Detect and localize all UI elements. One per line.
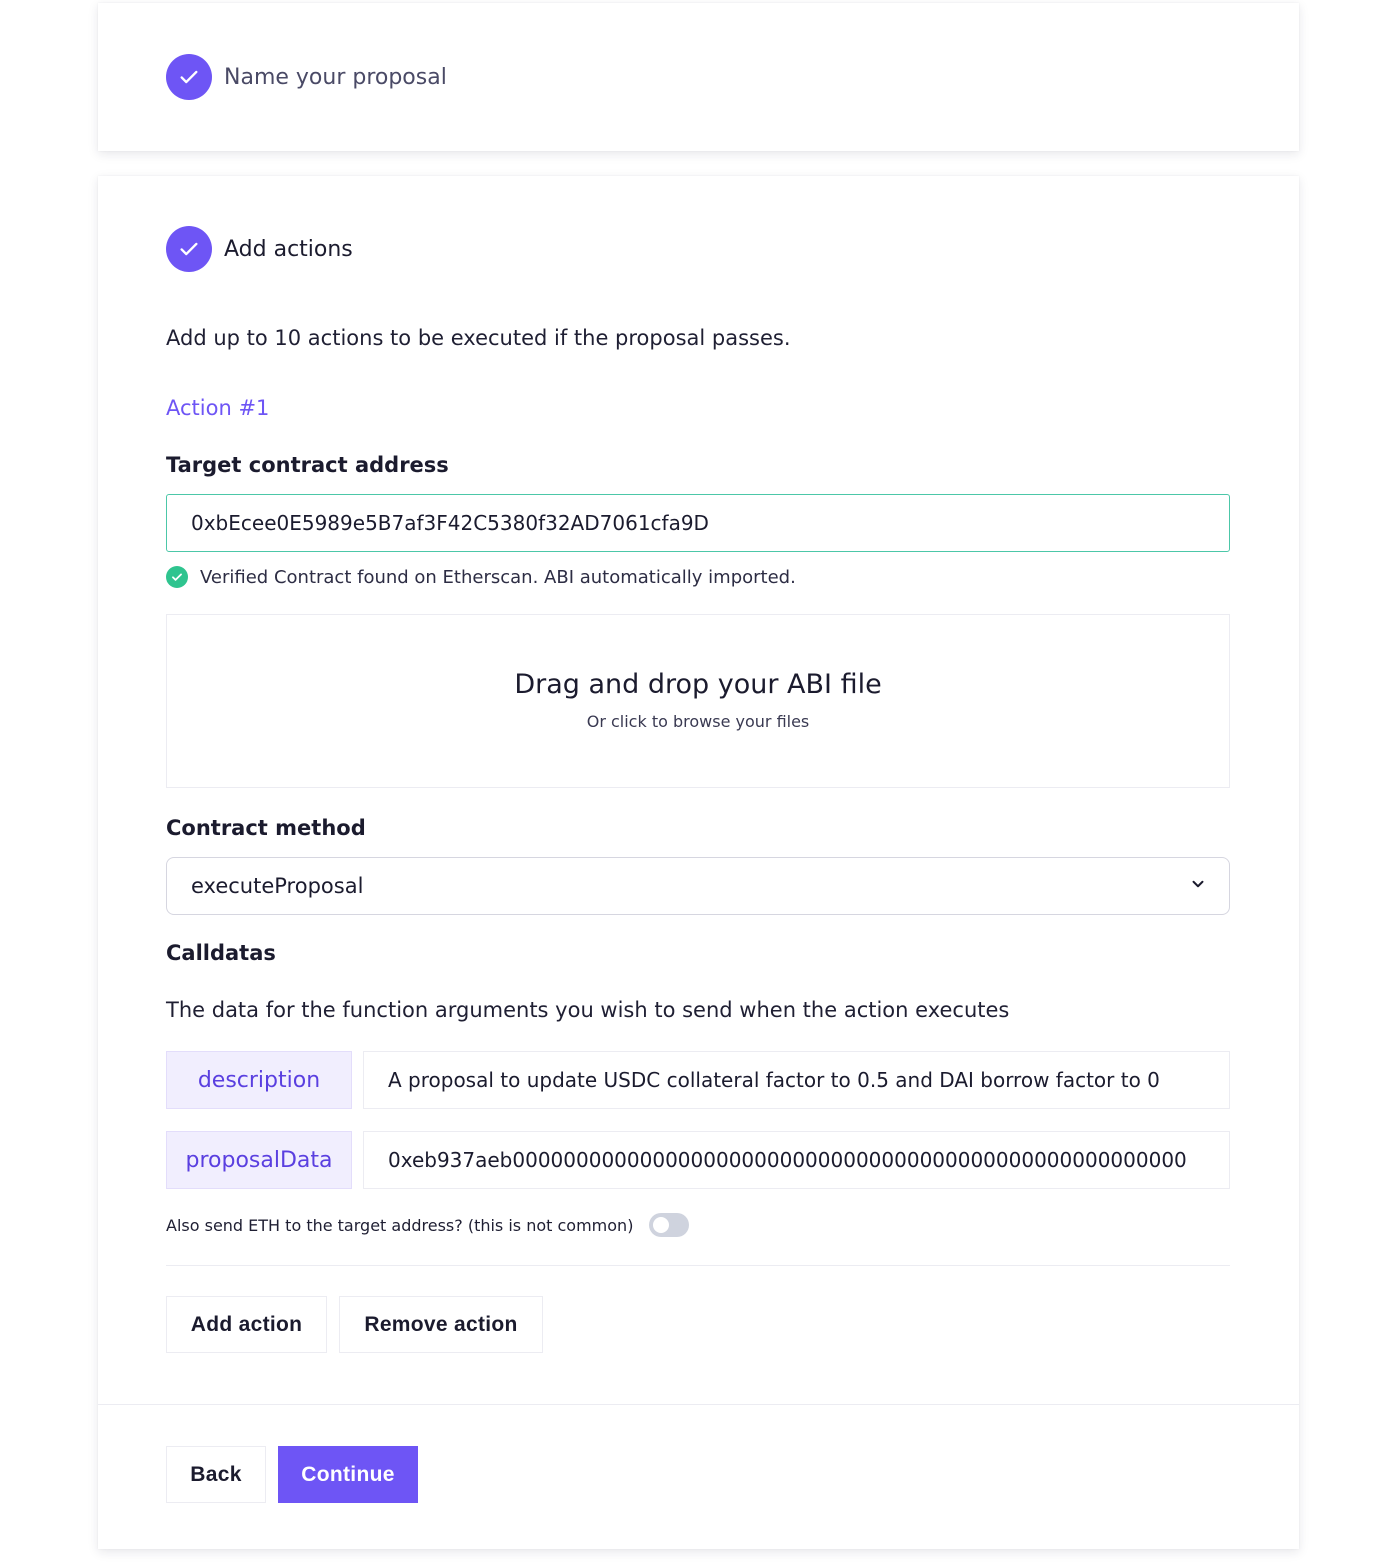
action-heading: Action #1 bbox=[166, 396, 270, 420]
add-action-button[interactable]: Add action bbox=[166, 1296, 327, 1353]
step-card-actions bbox=[98, 176, 1299, 1549]
check-icon bbox=[166, 54, 212, 100]
target-address-input[interactable] bbox=[166, 494, 1230, 552]
calldatas-label: Calldatas bbox=[166, 941, 276, 965]
dropzone-title: Drag and drop your ABI file bbox=[514, 669, 882, 700]
chevron-down-icon bbox=[1189, 874, 1207, 898]
calldata-key: proposalData bbox=[166, 1131, 352, 1189]
step-card-name bbox=[98, 3, 1299, 151]
abi-dropzone[interactable] bbox=[166, 614, 1230, 788]
send-eth-row bbox=[166, 1213, 689, 1237]
step-name-proposal[interactable] bbox=[166, 54, 447, 100]
verified-text: Verified Contract found on Etherscan. ABI automatically imported. bbox=[200, 566, 796, 588]
calldatas-description: The data for the function arguments you wish to send when the action executes bbox=[166, 998, 1010, 1022]
calldata-row bbox=[166, 1131, 1230, 1189]
toggle-knob bbox=[653, 1217, 669, 1233]
send-eth-toggle[interactable] bbox=[649, 1213, 689, 1237]
calldata-key: description bbox=[166, 1051, 352, 1109]
send-eth-label: Also send ETH to the target address? (this is not common) bbox=[166, 1215, 634, 1235]
back-button[interactable]: Back bbox=[166, 1446, 266, 1503]
divider bbox=[166, 1265, 1230, 1266]
contract-method-select[interactable] bbox=[166, 857, 1230, 915]
target-address-label: Target contract address bbox=[166, 453, 449, 477]
footer-divider bbox=[98, 1404, 1299, 1405]
check-icon bbox=[166, 226, 212, 272]
calldata-value-input[interactable] bbox=[363, 1051, 1230, 1109]
step-title: Add actions bbox=[224, 236, 353, 262]
step-add-actions bbox=[166, 226, 353, 272]
check-circle-icon bbox=[166, 566, 188, 588]
verified-message bbox=[166, 566, 796, 588]
step-title: Name your proposal bbox=[224, 64, 447, 90]
intro-text: Add up to 10 actions to be executed if the proposal passes. bbox=[166, 326, 791, 350]
remove-action-button[interactable]: Remove action bbox=[339, 1296, 543, 1353]
continue-button[interactable]: Continue bbox=[278, 1446, 418, 1503]
contract-method-label: Contract method bbox=[166, 816, 366, 840]
calldata-value-input[interactable] bbox=[363, 1131, 1230, 1189]
calldata-row bbox=[166, 1051, 1230, 1109]
contract-method-value: executeProposal bbox=[191, 874, 364, 898]
dropzone-subtitle: Or click to browse your files bbox=[586, 712, 810, 731]
